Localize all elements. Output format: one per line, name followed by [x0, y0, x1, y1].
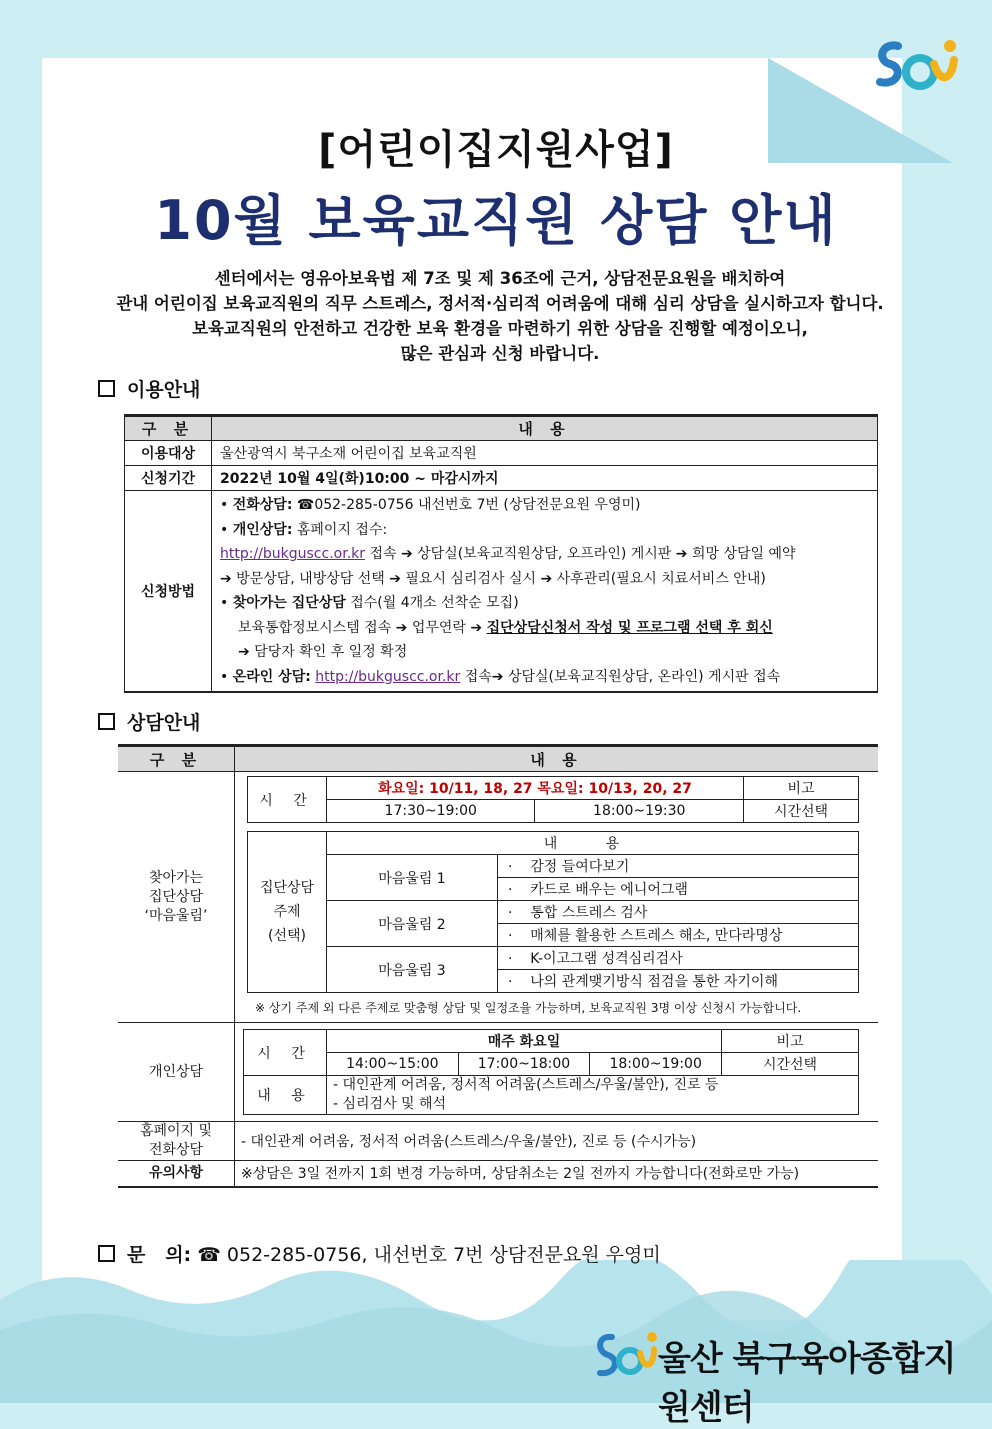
web-phone-label: 홈페이지 및 전화상담 [118, 1122, 235, 1161]
center-logo-icon [592, 1325, 658, 1387]
content-head: 내 용 [327, 832, 859, 855]
personal-counsel-label: 개인상담 [118, 1023, 235, 1122]
online-flow: 접속➔ 상담실(보육교직원상담, 온라인) 게시판 접속 [464, 668, 781, 685]
personal-time-table [243, 1029, 859, 1115]
intro-line: 센터에서는 영유아보육법 제 7조 및 제 36조에 근거, 상담전문요원을 배치하여 [214, 269, 786, 288]
center-footer-logo [592, 1325, 962, 1428]
time-slot: 14:00~15:00 [327, 1053, 459, 1076]
group-flow-line [220, 616, 877, 641]
program-table [247, 831, 859, 993]
method-content [212, 491, 878, 693]
contact-text: ☎ 052-285-0756, 내선번호 7번 상담전문요원 우영미 [197, 1244, 661, 1266]
time-select: 시간선택 [744, 800, 859, 823]
theme-label: 집단상담 주제 (선택) [248, 832, 327, 993]
section-title: 이용안내 [127, 379, 201, 401]
program-item: · 감정 들여다보기 [498, 855, 859, 878]
weekly-label: 매주 화요일 [327, 1030, 722, 1053]
online-label: 온라인 상담: [232, 668, 311, 685]
group-text: 접수(월 4개소 선착순 모집) [350, 595, 519, 611]
usage-table [124, 414, 878, 693]
web-phone-value: - 대인관계 어려움, 정서적 어려움(스트레스/우울/불안), 진로 등 (수시가능) [235, 1122, 879, 1161]
program-item: · K-이고그램 성격심리검사 [498, 947, 859, 970]
checkbox-square-icon [98, 1245, 115, 1262]
method-label: 신청방법 [125, 491, 212, 693]
personal-flow-line [220, 542, 877, 567]
section-title: 상담안내 [127, 712, 201, 734]
group-label: 찾아가는 집단상담 [232, 595, 346, 611]
period-label: 신청기간 [125, 466, 212, 491]
personal-content-1: - 대인관계 어려움, 정서적 어려움(스트레스/우울/불안), 진로 등 [333, 1077, 719, 1093]
period-value: 2022년 10월 4일(화)10:00 ~ 마감시까지 [212, 466, 878, 491]
phone-line: • 전화상담: ☎052-285-0756 내선번호 7번 (상담전문요원 우영미) [220, 497, 641, 513]
content-label: 내 용 [244, 1076, 327, 1115]
section-counsel-heading [98, 708, 200, 735]
personal-content [327, 1076, 859, 1115]
caution-label: 유의사항 [118, 1161, 235, 1187]
online-link[interactable]: http://bukguscc.or.kr [315, 668, 461, 685]
target-value: 울산광역시 북구소재 어린이집 보육교직원 [212, 441, 878, 466]
header-content: 내 용 [235, 746, 879, 772]
phone-text: ☎052-285-0756 내선번호 7번 (상담전문요원 우영미) [296, 497, 641, 513]
group-flow-1a: 보육통합정보시스템 접속 ➔ 업무연락 ➔ [238, 619, 483, 636]
counsel-table [118, 744, 878, 1188]
time-slot: 18:00~19:30 [535, 800, 744, 823]
personal-label: 개인상담: [232, 521, 293, 538]
program-name: 마음울림 3 [327, 947, 498, 993]
title-bracket: [어린이집지원사업] [318, 127, 674, 173]
phone-label: 전화상담: [232, 497, 293, 513]
personal-line: • 개인상담: 홈페이지 접수: [220, 521, 388, 538]
program-item: · 매체를 활용한 스트레스 해소, 만다라명상 [498, 924, 859, 947]
personal-text: 홈페이지 접수: [296, 521, 388, 538]
center-name: 울산 북구육아종합지원센터 [658, 1339, 956, 1428]
personal-flow-2: ➔ 방문상담, 내방상담 선택 ➔ 필요시 심리검사 실시 ➔ 사후관리(필요시 치료서비스 안내) [220, 570, 766, 587]
time-select: 시간선택 [722, 1053, 859, 1076]
contact-label: 문 의: [127, 1244, 192, 1266]
caution-value: ※상담은 3일 전까지 1회 변경 가능하며, 상담취소는 2일 전까지 가능합니다(전화로만 가능) [235, 1161, 879, 1187]
program-item: · 통합 스트레스 검사 [498, 901, 859, 924]
program-item: · 나의 관계맺기방식 점검을 통한 자기이해 [498, 970, 859, 993]
header-category: 구 분 [125, 416, 212, 441]
bigo-label: 비고 [722, 1030, 859, 1053]
group-flow-1b: 집단상담신청서 작성 및 프로그램 선택 후 회신 [486, 619, 773, 636]
group-line: • 찾아가는 집단상담 접수(월 4개소 선착순 모집) [220, 595, 519, 611]
time-slot: 18:00~19:00 [590, 1053, 722, 1076]
time-slot: 17:00~18:00 [458, 1053, 590, 1076]
intro-line: 관내 어린이집 보육교직원의 직무 스트레스, 정서적·심리적 어려움에 대해 심리 상담을 실시하고자 합니다. [116, 294, 884, 313]
bigo-label: 비고 [744, 777, 859, 800]
intro-line: 보육교직원의 안전하고 건강한 보육 환경을 마련하기 위한 상담을 진행할 예정이오니, [192, 319, 808, 338]
group-note: ※ 상기 주제 외 다른 주제로 맞춤형 상담 및 일정조율 가능하며, 보육교직원 3명 이상 신청시 가능합니다. [255, 1001, 802, 1015]
page-title: 10월 보육교직원 상담 안내 [154, 189, 838, 252]
group-flow-2: ➔ 담당자 확인 후 일정 확정 [238, 644, 408, 660]
personal-counsel-content [235, 1023, 879, 1122]
homepage-link[interactable]: http://bukguscc.or.kr [220, 546, 366, 562]
online-line: • 온라인 상담: http://bukguscc.or.kr 접속➔ 상담실(보육교직원상담, 온라인) 게시판 접속 [220, 668, 781, 685]
group-counsel-content [235, 772, 879, 1023]
time-label: 시 간 [244, 1030, 327, 1076]
section-usage-heading [98, 375, 200, 402]
personal-flow-1: 접속 ➔ 상담실(보육교직원상담, 오프라인) 게시판 ➔ 희망 상담일 예약 [369, 546, 796, 562]
header-category: 구 분 [118, 746, 235, 772]
program-item: · 카드로 배우는 에니어그램 [498, 878, 859, 901]
program-name: 마음울림 1 [327, 855, 498, 901]
time-slot: 17:30~19:00 [327, 800, 535, 823]
intro-text [60, 266, 940, 366]
group-counsel-label: 찾아가는 집단상담 ‘마음울림’ [118, 772, 235, 1023]
group-dates: 화요일: 10/11, 18, 27 목요일: 10/13, 20, 27 [327, 777, 744, 800]
checkbox-square-icon [98, 380, 115, 397]
intro-line: 많은 관심과 신청 바랍니다. [400, 344, 600, 363]
program-name: 마음울림 2 [327, 901, 498, 947]
header-content: 내 용 [212, 416, 878, 441]
target-label: 이용대상 [125, 441, 212, 466]
group-time-table [247, 776, 859, 823]
contact-line [98, 1240, 661, 1267]
personal-content-2: - 심리검사 및 해석 [333, 1096, 447, 1112]
time-label: 시 간 [248, 777, 327, 823]
checkbox-square-icon [98, 713, 115, 730]
